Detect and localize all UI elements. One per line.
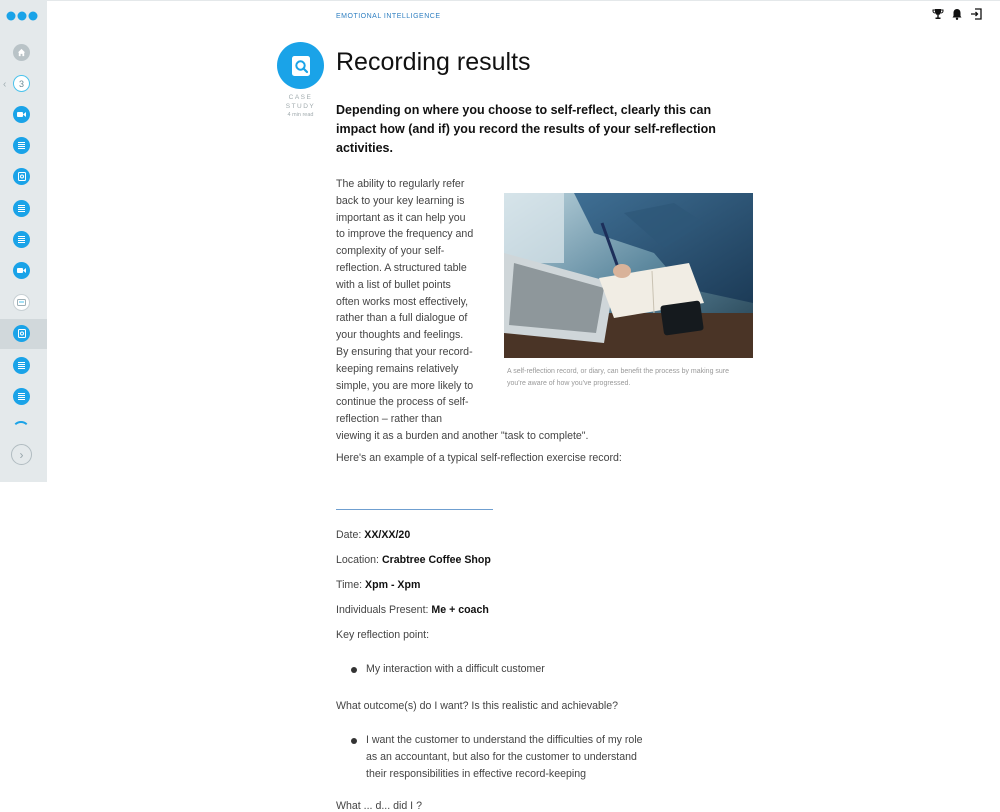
video-icon <box>13 262 30 279</box>
record-date <box>336 529 410 541</box>
record-location-value: Crabtree Coffee Shop <box>381 554 491 566</box>
sidebar-item-article[interactable] <box>0 194 47 224</box>
case-study-icon <box>290 54 312 78</box>
sidebar-item-video[interactable] <box>0 256 47 286</box>
page-title: Recording results <box>336 48 531 76</box>
sidebar-item-article[interactable] <box>0 131 47 161</box>
next-question-partial: What ... d... did I ? <box>336 800 422 812</box>
sidebar-item-case-study-current[interactable] <box>0 319 47 349</box>
list-item-text: I want the customer to understand the difficulties of my role as an accountant, but also for the customer to understand their responsibilities in effective record-keeping <box>366 734 643 780</box>
record-time <box>336 579 420 591</box>
sidebar-item-progress[interactable] <box>0 69 47 99</box>
next-button[interactable] <box>11 444 32 465</box>
home-icon <box>13 44 30 61</box>
record-key-point-label: Key reflection point: <box>336 629 430 641</box>
loading-spinner-icon <box>12 421 30 439</box>
article-icon <box>13 231 30 248</box>
intro-paragraph: Depending on where you choose to self-reflect, clearly this can impact how (and if) you record the results of your self-reflection activities. <box>336 103 716 155</box>
chevron-right-icon: › <box>19 447 24 462</box>
logout-icon[interactable] <box>970 8 982 20</box>
bell-icon[interactable] <box>951 8 963 20</box>
sidebar-item-article[interactable] <box>0 382 47 412</box>
record-location-label: Location: <box>336 554 379 566</box>
record-date-value: XX/XX/20 <box>364 529 411 541</box>
case-study-icon <box>13 168 30 185</box>
article-icon <box>13 388 30 405</box>
module-sidebar <box>0 0 47 482</box>
sidebar-item-quiz[interactable] <box>0 288 47 318</box>
read-time: 4 min read <box>287 112 314 118</box>
record-location <box>336 554 491 566</box>
brand-logo[interactable] <box>6 10 38 22</box>
list-item <box>354 732 654 782</box>
article-icon <box>13 137 30 154</box>
trophy-icon[interactable] <box>932 8 944 20</box>
record-time-value: Xpm - Xpm <box>365 579 421 591</box>
record-date-label: Date: <box>336 529 362 541</box>
divider <box>336 509 493 510</box>
outcome-question: What outcome(s) do I want? Is this realistic and achievable? <box>336 700 619 712</box>
sidebar-item-article[interactable] <box>0 225 47 255</box>
image-caption: A self-reflection record, or diary, can benefit the process by making sure you're aware of how you've progressed. <box>507 368 730 387</box>
quiz-icon <box>13 294 30 311</box>
article-image <box>504 193 753 358</box>
chevron-left-icon[interactable]: ‹ <box>3 79 7 90</box>
case-study-icon <box>13 325 30 342</box>
body-paragraph-2: Here's an example of a typical self-reflection exercise record: <box>336 452 622 464</box>
sidebar-item-video[interactable] <box>0 100 47 130</box>
content-type-label: CASE STUDY <box>285 94 316 110</box>
progress-number: 3 <box>18 78 24 89</box>
case-study-badge <box>277 42 324 89</box>
sidebar-item-case-study[interactable] <box>0 162 47 192</box>
sidebar-item-home[interactable] <box>0 38 47 68</box>
record-time-label: Time: <box>336 579 363 591</box>
record-individuals-label: Individuals Present: <box>336 604 429 616</box>
body-paragraph-text: The ability to regularly refer back to your key learning is important as it can help you to improve the frequency and complexity of your self-reflection. A structured table with a list of bullet points often works most effectively, rather than a full dialogue of your thoughts and feelings. By ensuring that your record-keeping remains relatively simple, you are more likely to continue the process of self-reflection – rather than viewing it as a burden and another "task to complete". <box>336 178 589 442</box>
list-item-text: My interaction with a difficult customer <box>366 663 545 675</box>
course-label[interactable]: EMOTIONAL INTELLIGENCE <box>336 13 441 20</box>
record-individuals-value: Me + coach <box>431 604 489 616</box>
sidebar-item-article[interactable] <box>0 351 47 381</box>
top-border <box>0 0 1000 1</box>
video-icon <box>13 106 30 123</box>
article-icon <box>13 357 30 374</box>
article-icon <box>13 200 30 217</box>
progress-ring-icon <box>13 75 30 92</box>
list-item <box>354 661 654 678</box>
record-individuals <box>336 604 489 616</box>
